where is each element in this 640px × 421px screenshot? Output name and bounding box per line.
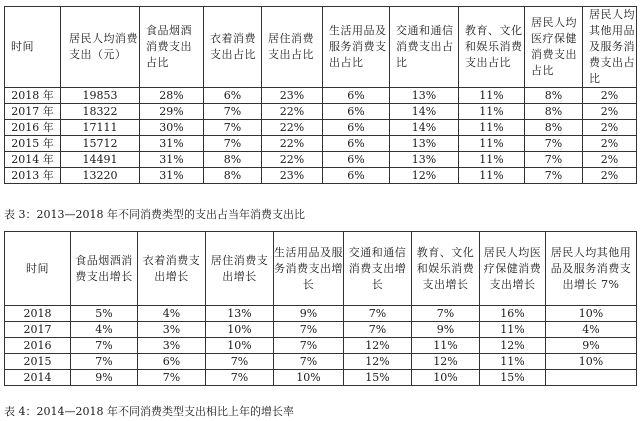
table-cell: 31% bbox=[140, 168, 204, 184]
table-cell: 2% bbox=[583, 168, 637, 184]
table-header-row bbox=[5, 7, 637, 88]
table-cell: 14% bbox=[390, 104, 459, 120]
table-cell: 9% bbox=[274, 306, 344, 322]
table-row bbox=[5, 120, 637, 136]
table-cell: 13% bbox=[390, 88, 459, 104]
table-cell: 10% bbox=[206, 322, 274, 338]
table-cell: 17111 bbox=[61, 120, 140, 136]
table-cell: 7% bbox=[412, 306, 480, 322]
table-cell: 7% bbox=[204, 136, 262, 152]
table-cell: 6% bbox=[323, 88, 390, 104]
header-cell: 生活用品及服务消费支出增长 bbox=[274, 232, 344, 306]
table-cell: 3% bbox=[138, 322, 206, 338]
header-cell: 居民人均医疗保健消费支出占比 bbox=[525, 7, 583, 88]
table-cell: 14491 bbox=[61, 152, 140, 168]
table-cell: 6% bbox=[323, 152, 390, 168]
table-cell: 4% bbox=[71, 322, 138, 338]
table-cell: 18322 bbox=[61, 104, 140, 120]
header-cell: 食品烟酒消费支出占比 bbox=[140, 7, 204, 88]
table-cell: 11% bbox=[459, 152, 525, 168]
table-cell: 22% bbox=[262, 152, 323, 168]
table-cell: 7% bbox=[274, 338, 344, 354]
table-caption: 表 4：2014—2018 年不同消费类型支出相比上年的增长率 bbox=[4, 405, 294, 418]
table-cell: 10% bbox=[412, 370, 480, 386]
table-cell: 2017 bbox=[5, 322, 71, 338]
header-cell: 居民人均消费支出（元） bbox=[61, 7, 140, 88]
table-cell: 7% bbox=[71, 354, 138, 370]
header-cell: 时间 bbox=[5, 7, 61, 88]
table-cell: 7% bbox=[525, 152, 583, 168]
header-cell: 交通和通信消费支出占比 bbox=[390, 7, 459, 88]
table-cell: 15% bbox=[480, 370, 546, 386]
table-cell: 22% bbox=[262, 104, 323, 120]
header-cell: 教育、文化和娱乐消费支出增长 bbox=[412, 232, 480, 306]
table-cell: 7% bbox=[525, 168, 583, 184]
table-cell: 7% bbox=[525, 136, 583, 152]
table-cell: 13% bbox=[390, 152, 459, 168]
table-cell: 9% bbox=[546, 338, 637, 354]
table-cell: 2016 bbox=[5, 338, 71, 354]
table-cell: 15712 bbox=[61, 136, 140, 152]
table-cell: 10% bbox=[546, 354, 637, 370]
table-cell: 11% bbox=[459, 120, 525, 136]
table-cell: 2017 年 bbox=[5, 104, 61, 120]
table-cell: 10% bbox=[206, 338, 274, 354]
table-cell: 10% bbox=[274, 370, 344, 386]
table-cell: 7% bbox=[344, 306, 412, 322]
table-cell: 12% bbox=[344, 338, 412, 354]
table-cell: 15% bbox=[344, 370, 412, 386]
table-cell: 8% bbox=[204, 168, 262, 184]
table-cell: 12% bbox=[390, 168, 459, 184]
table-cell: 19853 bbox=[61, 88, 140, 104]
table-row bbox=[5, 168, 637, 184]
table-cell: 22% bbox=[262, 120, 323, 136]
table-cell: 6% bbox=[204, 88, 262, 104]
table-cell: 7% bbox=[206, 354, 274, 370]
table-cell: 2% bbox=[583, 104, 637, 120]
header-cell: 衣着消费支出增长 bbox=[138, 232, 206, 306]
header-cell: 居民人均其他用品及服务消费支出占比 bbox=[583, 7, 637, 88]
table-row bbox=[5, 322, 637, 338]
table-cell: 22% bbox=[262, 136, 323, 152]
table-cell: 8% bbox=[204, 152, 262, 168]
table-cell: 6% bbox=[323, 168, 390, 184]
table-cell: 7% bbox=[206, 370, 274, 386]
table-cell: 2014 年 bbox=[5, 152, 61, 168]
table-cell: 7% bbox=[274, 354, 344, 370]
table-cell: 23% bbox=[262, 88, 323, 104]
table-cell: 6% bbox=[323, 104, 390, 120]
table-cell: 16% bbox=[480, 306, 546, 322]
header-cell: 教育、文化和娱乐消费支出占比 bbox=[459, 7, 525, 88]
table-cell: 2013 年 bbox=[5, 168, 61, 184]
table-cell: 9% bbox=[412, 322, 480, 338]
table-cell: 6% bbox=[323, 136, 390, 152]
table-cell: 13220 bbox=[61, 168, 140, 184]
table-cell: 13% bbox=[206, 306, 274, 322]
table-cell: 7% bbox=[71, 338, 138, 354]
table-row bbox=[5, 88, 637, 104]
table-row bbox=[5, 338, 637, 354]
table-cell: 7% bbox=[274, 322, 344, 338]
table-cell: 12% bbox=[412, 354, 480, 370]
table-cell: 30% bbox=[140, 120, 204, 136]
table-row bbox=[5, 104, 637, 120]
table-cell: 11% bbox=[459, 168, 525, 184]
table-cell: 6% bbox=[138, 354, 206, 370]
consumption-share-table bbox=[4, 6, 637, 184]
header-cell: 居民人均其他用品及服务消费支出增长 7% bbox=[546, 232, 637, 306]
table-cell: 2016 年 bbox=[5, 120, 61, 136]
table-cell: 11% bbox=[480, 322, 546, 338]
table-cell: 23% bbox=[262, 168, 323, 184]
table-cell: 3% bbox=[138, 338, 206, 354]
header-cell: 生活用品及服务消费支出占比 bbox=[323, 7, 390, 88]
header-cell: 居住消费支出增长 bbox=[206, 232, 274, 306]
table-cell: 2018 年 bbox=[5, 88, 61, 104]
table-cell: 2018 bbox=[5, 306, 71, 322]
table-cell: 11% bbox=[480, 354, 546, 370]
table-cell: 2015 年 bbox=[5, 136, 61, 152]
table-cell: 7% bbox=[138, 370, 206, 386]
table-row bbox=[5, 136, 637, 152]
header-cell: 居民人均医疗保健消费支出增长 bbox=[480, 232, 546, 306]
table-row bbox=[5, 152, 637, 168]
header-cell: 居住消费支出占比 bbox=[262, 7, 323, 88]
table-cell: 12% bbox=[480, 338, 546, 354]
table-cell: 7% bbox=[204, 104, 262, 120]
table-cell: 8% bbox=[525, 88, 583, 104]
table-cell: 12% bbox=[344, 354, 412, 370]
table-cell: 31% bbox=[140, 136, 204, 152]
header-cell: 时间 bbox=[5, 232, 71, 306]
table-cell: 31% bbox=[140, 152, 204, 168]
table-cell: 8% bbox=[525, 120, 583, 136]
table-cell: 2% bbox=[583, 120, 637, 136]
table-cell: 11% bbox=[459, 136, 525, 152]
table-row bbox=[5, 370, 637, 386]
table-cell: 2014 bbox=[5, 370, 71, 386]
table-cell: 7% bbox=[204, 120, 262, 136]
table-cell: 7% bbox=[344, 322, 412, 338]
table-cell: 5% bbox=[71, 306, 138, 322]
table-cell: 2% bbox=[583, 88, 637, 104]
header-cell: 交通和通信消费支出增长 bbox=[344, 232, 412, 306]
table-cell: 11% bbox=[459, 88, 525, 104]
table-cell bbox=[546, 370, 637, 386]
table-cell: 9% bbox=[71, 370, 138, 386]
table-cell: 8% bbox=[525, 104, 583, 120]
table-cell: 13% bbox=[390, 136, 459, 152]
table-cell: 2% bbox=[583, 136, 637, 152]
table-row bbox=[5, 306, 637, 322]
consumption-growth-table bbox=[4, 231, 637, 386]
header-cell: 衣着消费支出占比 bbox=[204, 7, 262, 88]
table-cell: 14% bbox=[390, 120, 459, 136]
table-cell: 6% bbox=[323, 120, 390, 136]
table-cell: 11% bbox=[459, 104, 525, 120]
table-cell: 11% bbox=[412, 338, 480, 354]
table-cell: 29% bbox=[140, 104, 204, 120]
table-header-row bbox=[5, 232, 637, 306]
table-cell: 2015 bbox=[5, 354, 71, 370]
table-cell: 4% bbox=[546, 322, 637, 338]
table-caption: 表 3：2013—2018 年不同消费类型的支出占当年消费支出比 bbox=[4, 208, 305, 221]
table-row bbox=[5, 354, 637, 370]
header-cell: 食品烟酒消费支出增长 bbox=[71, 232, 138, 306]
table-cell: 10% bbox=[546, 306, 637, 322]
table-cell: 2% bbox=[583, 152, 637, 168]
table-cell: 28% bbox=[140, 88, 204, 104]
table-cell: 4% bbox=[138, 306, 206, 322]
